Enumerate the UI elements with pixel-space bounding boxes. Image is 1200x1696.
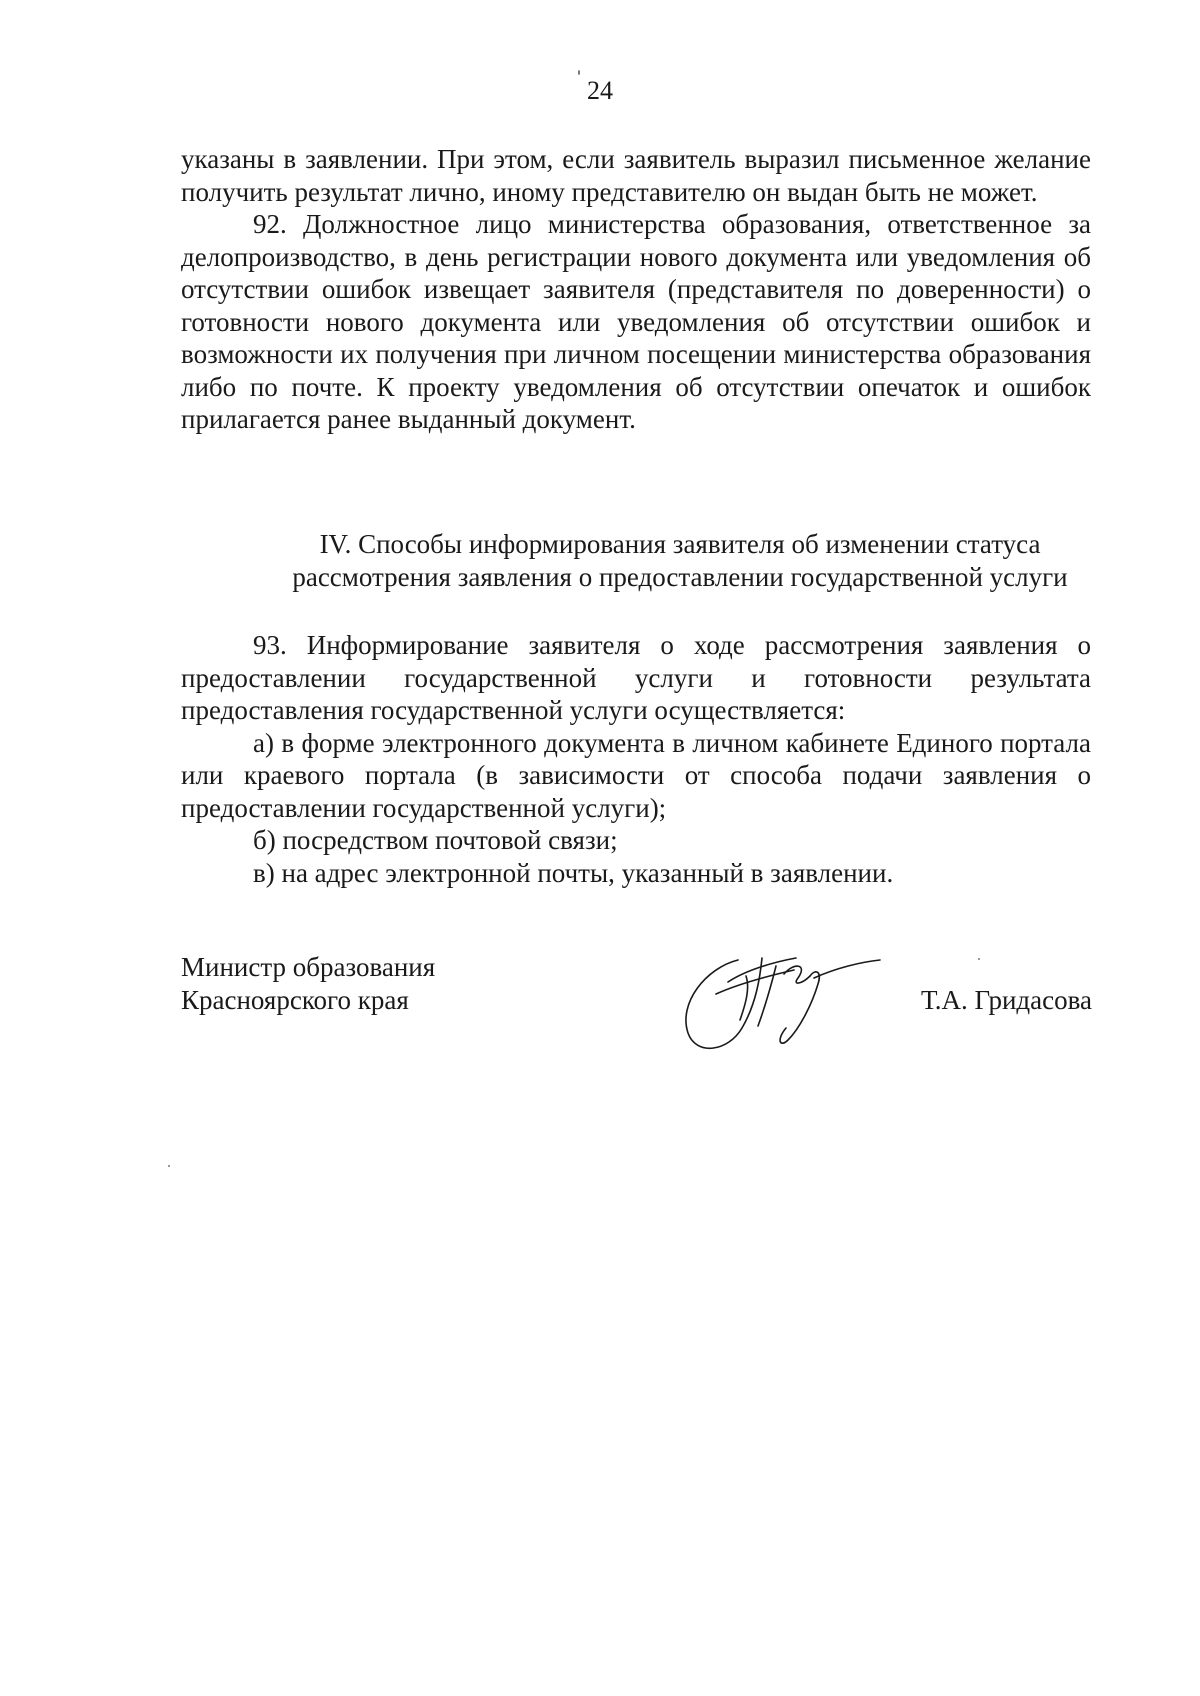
paragraph-continuation: указаны в заявлении. При этом, если заявитель выразил письменное желание получить результат лично, иному представителю он выдан быть не может. xyxy=(181,144,1091,207)
signer-title-line-1: Министр образования xyxy=(181,952,436,982)
scan-speck xyxy=(168,1165,170,1167)
scan-speck xyxy=(578,70,580,75)
list-item-c: в) на адрес электронной почты, указанный в заявлении. xyxy=(253,857,894,888)
page-number: 24 xyxy=(587,76,613,105)
scan-speck xyxy=(978,958,980,960)
section-heading-line-1: IV. Способы информирования заявителя об изменении статуса xyxy=(319,529,1041,559)
signer-title xyxy=(181,951,435,1017)
document-body-top xyxy=(181,143,1091,436)
document-body-bottom xyxy=(181,629,1091,889)
signer-title-line-2: Красноярского края xyxy=(181,985,409,1015)
paragraph-93: 93. Информирование заявителя о ходе рассмотрения заявления о предоставлении государственной услуги и готовности результата предоставления государственной услуги осуществляется: xyxy=(181,630,1091,725)
section-heading xyxy=(250,528,1110,593)
list-item-a: а) в форме электронного документа в личном кабинете Единого портала или краевого портала (в зависимости от способа подачи заявления о предоставлении государственной услуги); xyxy=(181,727,1091,823)
signer-name: Т.А. Гридасова xyxy=(921,985,1092,1015)
section-heading-line-2: рассмотрения заявления о предоставлении государственной услуги xyxy=(292,561,1068,592)
handwritten-signature xyxy=(676,948,886,1058)
paragraph-92: 92. Должностное лицо министерства образования, ответственное за делопроизводство, в день регистрации нового документа или уведомления об отсутствии ошибок извещает заявителя (представителя по доверенности) о готовности нового документа или уведомления об отсутствии ошибок и возможности их получения при личном посещении министерства образования либо по почте. К проекту уведомления об отсутствии опечаток и ошибок прилагается ранее выданный документ. xyxy=(181,209,1091,434)
list-item-b: б) посредством почтовой связи; xyxy=(253,825,618,855)
